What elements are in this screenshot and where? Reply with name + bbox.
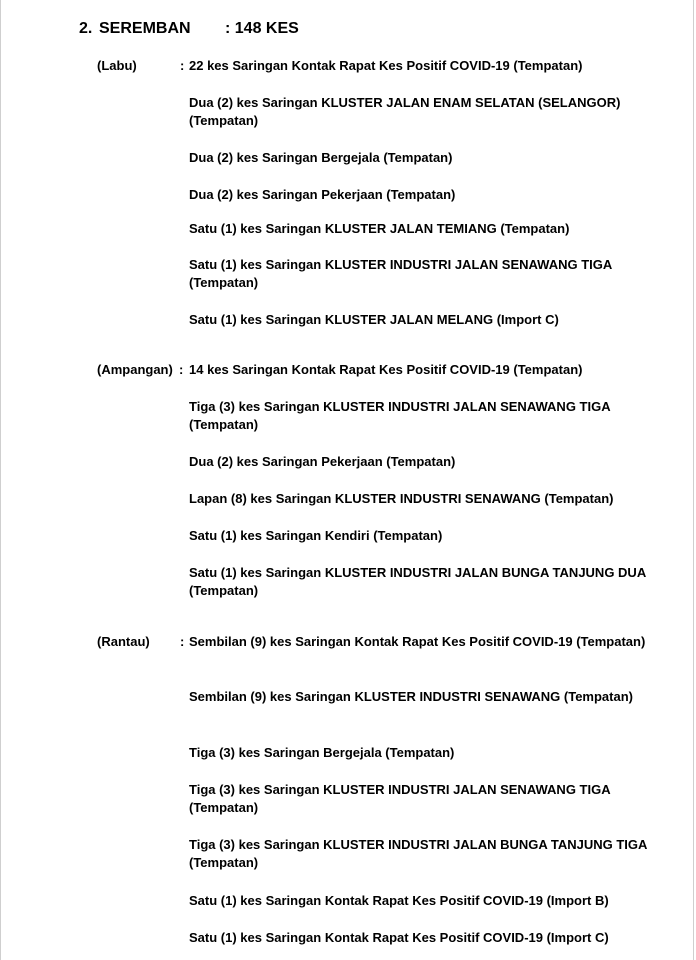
case-entry: 14 kes Saringan Kontak Rapat Kes Positif COVID-19 (Tempatan) [189,362,583,377]
case-entry: Satu (1) kes Saringan Kontak Rapat Kes Positif COVID-19 (Import C) [189,930,609,945]
case-entry: Satu (1) kes Saringan KLUSTER INDUSTRI JALAN BUNGA TANJUNG DUA (Tempatan) [189,565,646,598]
case-entry: 22 kes Saringan Kontak Rapat Kes Positif COVID-19 (Tempatan) [189,58,583,73]
case-entry: Dua (2) kes Saringan Bergejala (Tempatan) [189,150,453,165]
district-colon: : [180,58,185,73]
case-entry: Lapan (8) kes Saringan KLUSTER INDUSTRI SENAWANG (Tempatan) [189,491,614,506]
case-entry: Sembilan (9) kes Saringan Kontak Rapat Kes Positif COVID-19 (Tempatan) [189,634,646,649]
case-entry: Tiga (3) kes Saringan KLUSTER INDUSTRI JALAN BUNGA TANJUNG TIGA (Tempatan) [189,837,647,870]
case-entry: Satu (1) kes Saringan KLUSTER INDUSTRI JALAN SENAWANG TIGA (Tempatan) [189,257,612,290]
case-entry: Sembilan (9) kes Saringan KLUSTER INDUSTRI SENAWANG (Tempatan) [189,689,633,704]
section-name: SEREMBAN [99,20,191,37]
district-label-labu: (Labu) [97,58,137,73]
case-entry: Tiga (3) kes Saringan KLUSTER INDUSTRI JALAN SENAWANG TIGA (Tempatan) [189,399,611,432]
case-entry: Satu (1) kes Saringan Kendiri (Tempatan) [189,528,443,543]
section-number: 2. [79,20,93,37]
district-label-ampangan: (Ampangan) [97,362,173,377]
section-total: : 148 KES [225,20,299,37]
district-colon: : [179,362,184,377]
district-colon: : [180,634,185,649]
case-entry: Satu (1) kes Saringan Kontak Rapat Kes Positif COVID-19 (Import B) [189,893,609,908]
case-entry: Dua (2) kes Saringan Pekerjaan (Tempatan) [189,454,456,469]
case-entry: Tiga (3) kes Saringan KLUSTER INDUSTRI JALAN SENAWANG TIGA (Tempatan) [189,782,611,815]
case-entry: Dua (2) kes Saringan Pekerjaan (Tempatan) [189,187,456,202]
case-entry: Satu (1) kes Saringan KLUSTER JALAN TEMIANG (Tempatan) [189,221,570,236]
case-entry: Dua (2) kes Saringan KLUSTER JALAN ENAM SELATAN (SELANGOR) (Tempatan) [189,95,621,128]
section-heading [79,20,299,38]
case-entry: Tiga (3) kes Saringan Bergejala (Tempatan) [189,745,455,760]
case-entry: Satu (1) kes Saringan KLUSTER JALAN MELANG (Import C) [189,312,559,327]
district-label-rantau: (Rantau) [97,634,150,649]
